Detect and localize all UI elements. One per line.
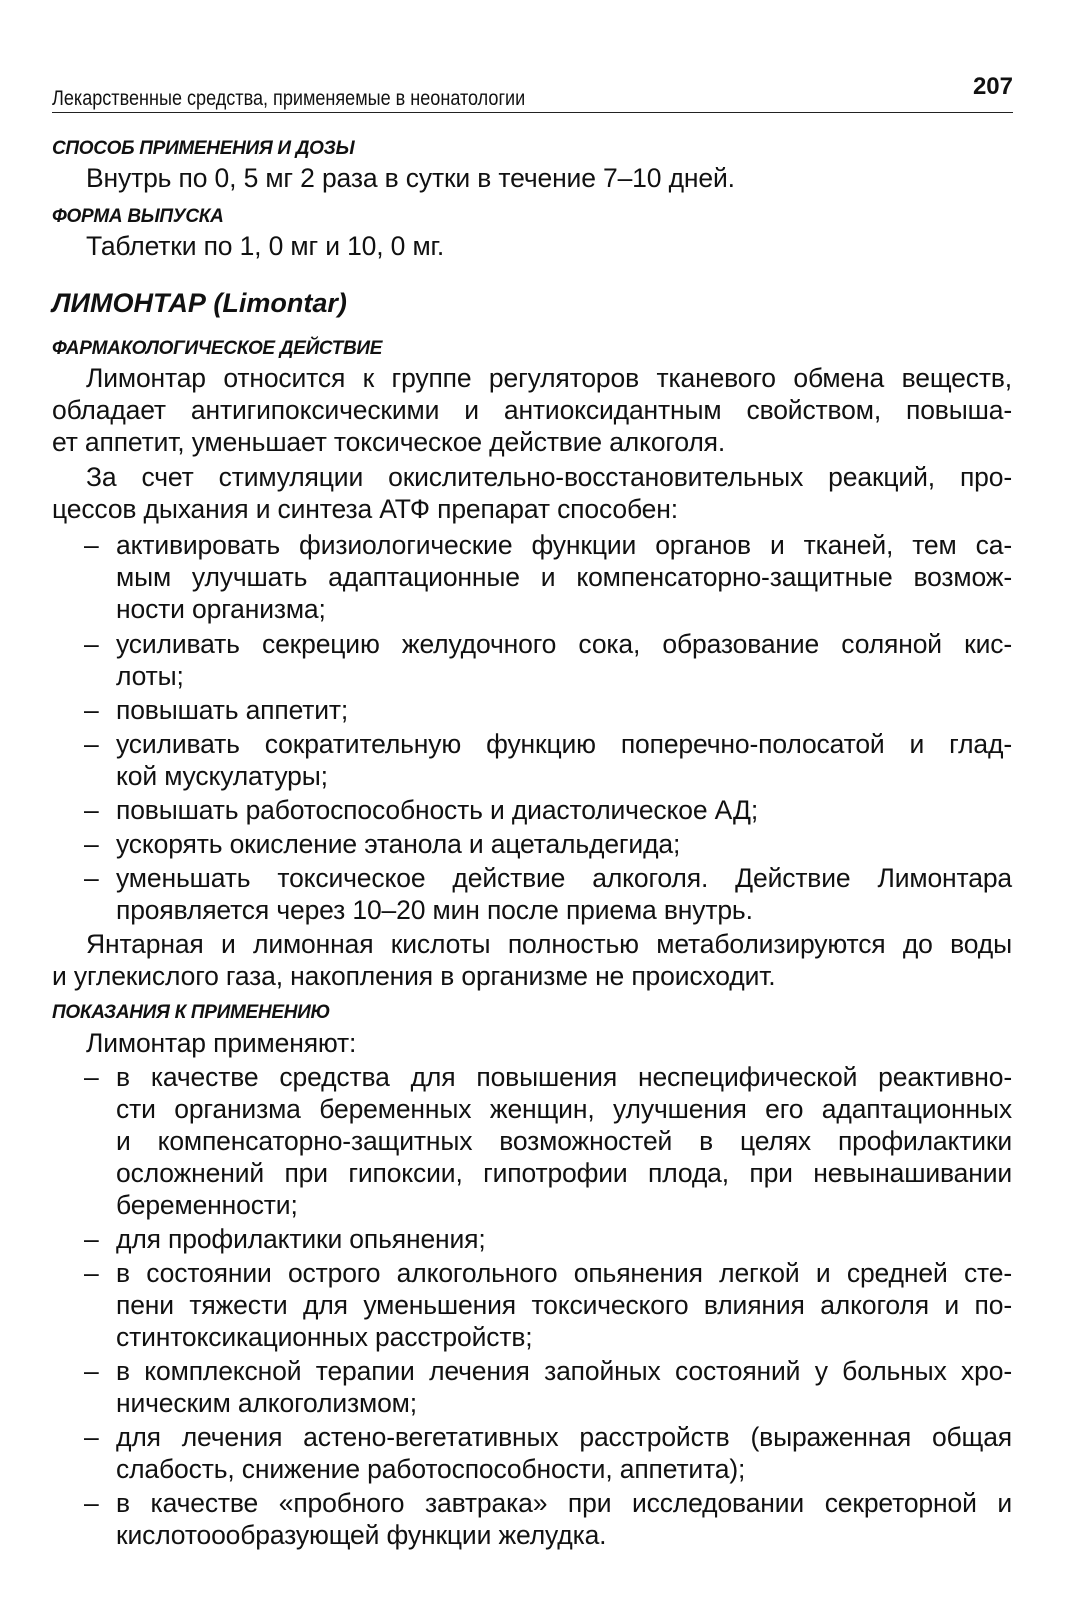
paragraph-line: Лимонтар относится к группе регуляторов тканевого обмена веществ, <box>86 363 1012 393</box>
list-item-line: для лечения астено-вегетативных расстройств (выраженная общая <box>116 1422 1012 1452</box>
list-bullet: – <box>84 1224 99 1254</box>
list-bullet: – <box>84 1356 99 1386</box>
list-item-line: кой мускулатуры; <box>116 761 328 791</box>
list-item-line: беременности; <box>116 1190 298 1220</box>
list-item-line: в качестве «пробного завтрака» при исследовании секреторной и <box>116 1488 1012 1518</box>
list-item-line: в качестве средства для повышения неспецифической реактивно- <box>116 1062 1012 1092</box>
list-bullet: – <box>84 829 99 859</box>
section-heading-indications: ПОКАЗАНИЯ К ПРИМЕНЕНИЮ <box>52 1002 331 1023</box>
list-item-line: для профилактики опьянения; <box>116 1224 486 1254</box>
section-heading-action: ФАРМАКОЛОГИЧЕСКОЕ ДЕЙСТВИЕ <box>52 338 383 359</box>
list-item-line: усиливать сократительную функцию поперечно-полосатой и глад- <box>116 729 1012 759</box>
list-bullet: – <box>84 695 99 725</box>
list-bullet: – <box>84 530 99 560</box>
form-text: Таблетки по 1, 0 мг и 10, 0 мг. <box>86 231 445 261</box>
list-item-line: усиливать секрецию желудочного сока, образование соляной кис- <box>116 629 1012 659</box>
list-item-line: кислотоообразующей функции желудка. <box>116 1520 607 1550</box>
list-item-line: сти организма беременных женщин, улучшения его адаптационных <box>116 1094 1012 1124</box>
indications-intro: Лимонтар применяют: <box>86 1028 357 1058</box>
list-item-line: пени тяжести для уменьшения токсического влияния алкоголя и по- <box>116 1290 1012 1320</box>
paragraph-line: За счет стимуляции окислительно-восстановительных реакций, про- <box>86 462 1012 492</box>
list-item-line: ническим алкоголизмом; <box>116 1388 417 1418</box>
drug-title: ЛИМОНТАР (Limontar) <box>52 288 347 318</box>
list-item-line: в комплексной терапии лечения запойных состояний у больных хро- <box>116 1356 1012 1386</box>
list-item-line: ускорять окисление этанола и ацетальдегида; <box>116 829 681 859</box>
list-bullet: – <box>84 1258 99 1288</box>
list-item-line: стинтоксикационных расстройств; <box>116 1322 533 1352</box>
paragraph-line: цессов дыхания и синтеза АТФ препарат способен: <box>52 494 678 524</box>
list-bullet: – <box>84 1422 99 1452</box>
list-item-line: лоты; <box>116 661 184 691</box>
list-item-line: и компенсаторно-защитных возможностей в целях профилактики <box>116 1126 1012 1156</box>
list-item-line: активировать физиологические функции органов и тканей, тем са- <box>116 530 1012 560</box>
list-bullet: – <box>84 1062 99 1092</box>
list-item-line: слабость, снижение работоспособности, аппетита); <box>116 1454 746 1484</box>
list-item-line: ности организма; <box>116 594 326 624</box>
section-heading-form: ФОРМА ВЫПУСКА <box>52 206 224 227</box>
list-bullet: – <box>84 729 99 759</box>
list-item-line: проявляется через 10–20 мин после приема внутрь. <box>116 895 753 925</box>
section-heading-method: СПОСОБ ПРИМЕНЕНИЯ И ДОЗЫ <box>52 138 355 159</box>
paragraph-line: ет аппетит, уменьшает токсическое действие алкоголя. <box>52 427 726 457</box>
header-rule <box>52 112 1013 113</box>
list-item-line: повышать работоспособность и диастолическое АД; <box>116 795 759 825</box>
list-item-line: мым улучшать адаптационные и компенсаторно-защитные возмож- <box>116 562 1012 592</box>
list-item-line: в состоянии острого алкогольного опьянения легкой и средней сте- <box>116 1258 1012 1288</box>
list-bullet: – <box>84 795 99 825</box>
method-text: Внутрь по 0, 5 мг 2 раза в сутки в течение 7–10 дней. <box>86 163 735 193</box>
list-item-line: осложнений при гипоксии, гипотрофии плода, при невынашивании <box>116 1158 1012 1188</box>
list-bullet: – <box>84 629 99 659</box>
list-bullet: – <box>84 863 99 893</box>
list-bullet: – <box>84 1488 99 1518</box>
running-title: Лекарственные средства, применяемые в неонатологии <box>52 87 526 110</box>
paragraph-line: обладает антигипоксическими и антиоксидантным свойством, повыша- <box>52 395 1012 425</box>
list-item-line: уменьшать токсическое действие алкоголя. Действие Лимонтара <box>116 863 1012 893</box>
paragraph-line: и углекислого газа, накопления в организме не происходит. <box>52 961 776 991</box>
page-number: 207 <box>972 73 1013 100</box>
paragraph-line: Янтарная и лимонная кислоты полностью метаболизируются до воды <box>86 929 1012 959</box>
list-item-line: повышать аппетит; <box>116 695 349 725</box>
